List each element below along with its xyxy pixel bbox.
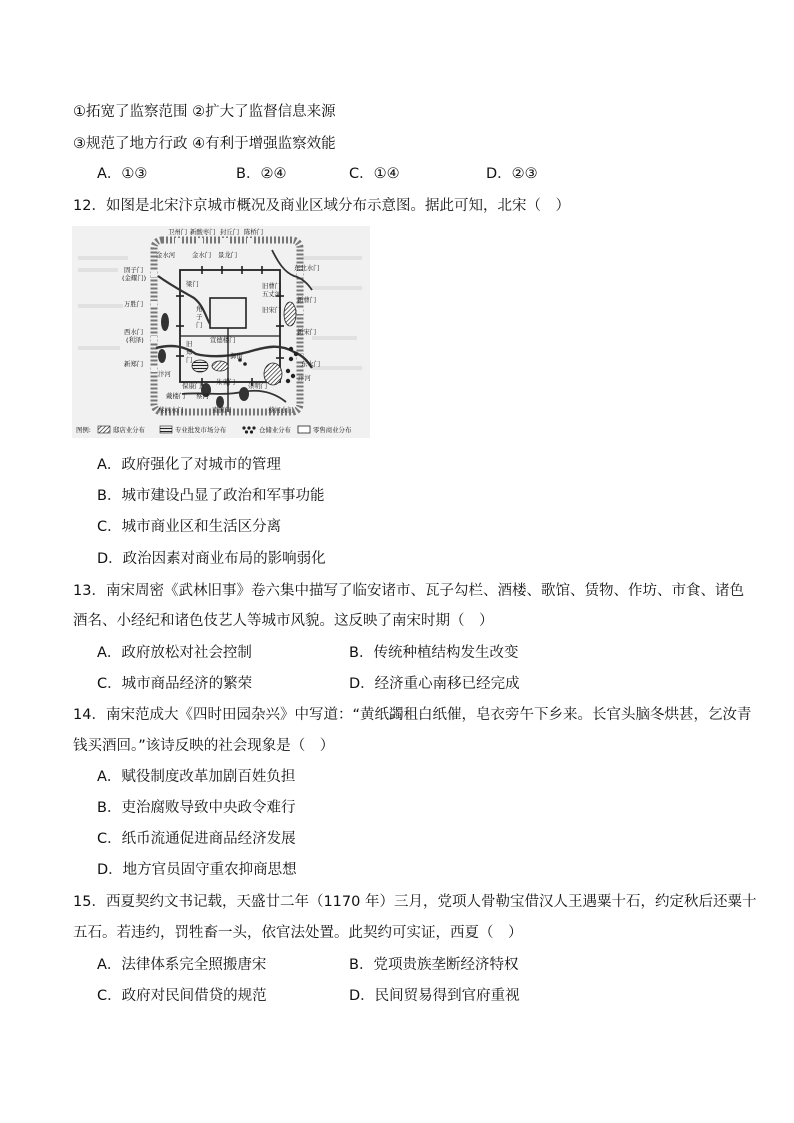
label-jinshui-river: 金水河 <box>156 251 176 259</box>
gate-xinsong: 新宋门 <box>297 328 317 336</box>
gate-liang: 梁门 <box>186 280 199 288</box>
gate-jiao-3: 门 <box>196 321 203 329</box>
q15-option-b: B．党项贵族垄断经济特权 <box>349 957 519 973</box>
legend-storage: 仓储业分布 <box>259 426 291 434</box>
gate-xishui: 西水门 <box>124 328 144 336</box>
label-imperial-street: 御街 <box>230 352 243 360</box>
q15-stem-line1: 15．西夏契约文书记载，天盛廿二年（1170 年）三月，党项人骨勒宝借汉人王遇粟十石，约定秋后还粟十 <box>73 894 757 910</box>
gate-caiheshui-west: 蔡河水门 <box>158 406 184 414</box>
gate-xinzheng: 新郑门 <box>124 360 144 368</box>
gate-jiuzheng-1: 旧 <box>186 340 193 348</box>
wholesale-market <box>192 360 208 372</box>
q15-option-d: D．民间贸易得到官府重视 <box>349 988 520 1004</box>
gate-jiuzheng-3: 门 <box>186 356 193 364</box>
legend-inn: 邸店业分布 <box>113 426 145 434</box>
q14-option-c: C．纸币流通促进商品经济发展 <box>97 831 296 847</box>
q13-stem-line1: 13．南宋周密《武林旧事》卷六集中描写了临安诸市、瓦子勾栏、酒楼、歌馆、赁物、作坊、市食、诸色 <box>73 583 744 599</box>
q13-option-d: D．经济重心南移已经完成 <box>349 676 520 692</box>
gate-jinyao: (金耀门) <box>122 274 147 282</box>
bianjing-map-svg <box>72 226 370 438</box>
gate-xinsuanzao: 新酸枣门 <box>190 228 216 236</box>
legend-title: 图例: <box>76 426 91 434</box>
gate-jinshui: 金水门 <box>192 251 212 259</box>
q14-stem-line2: 钱买酒回。”该诗反映的社会现象是（ ） <box>73 738 335 754</box>
gate-jiucao: 旧曹门 <box>262 282 282 290</box>
q15-option-c: C．政府对民间借贷的规范 <box>97 988 267 1004</box>
gate-dongshui: 东水门 <box>301 360 321 368</box>
gate-jiuzheng-2: 郑 <box>186 348 193 356</box>
q12-stem: 12．如图是北宋汴京城市概况及商业区域分布示意图。据此可知，北宋（ ） <box>73 198 570 214</box>
label-bian-river-west: 汴河 <box>158 370 171 378</box>
gate-jiao-2: 子 <box>196 313 203 321</box>
gate-baokang: 保康门 <box>182 382 202 390</box>
q12-option-d: D．政治因素对商业布局的影响弱化 <box>97 551 326 567</box>
label-cai-river: 蔡河 <box>196 392 209 400</box>
bianjing-city-map <box>72 226 370 438</box>
q13-stem-line2: 酒名、小经纪和诸色伎艺人等城市风貌。这反映了南宋时期（ ） <box>73 613 494 629</box>
q11-statement-line2: ③规范了地方行政 ④有利于增强监察效能 <box>73 136 336 152</box>
q14-stem-line1: 14．南宋范成大《四时田园杂兴》中写道：“黄纸蠲租白纸催，皂衣旁午下乡来。长官头脑冬烘甚，乞汝青 <box>73 707 752 723</box>
q14-option-a: A．赋役制度改革加剧百姓负担 <box>97 769 296 785</box>
gate-zhuque: 朱雀门 <box>216 378 236 386</box>
q15-stem-line2: 五石。若违约，罚牲畜一头，依官法处置。此契约可实证，西夏（ ） <box>73 925 523 941</box>
label-bian-river-east: 汴河 <box>298 374 311 382</box>
legend-retail: 零售商业分布 <box>313 426 352 434</box>
q14-option-b: B．吏治腐败导致中央政令难行 <box>97 800 296 816</box>
gate-wansheng: 万胜门 <box>124 300 144 308</box>
gate-chenqiao: 陈桥门 <box>244 228 264 236</box>
gate-jiusong: 旧宋门 <box>262 306 282 314</box>
gate-xincao: 新曹门 <box>297 296 317 304</box>
gate-jiao-1: 角 <box>196 305 203 313</box>
gate-nanxun: 南薰门 <box>212 406 232 414</box>
gate-guzi: 固子门 <box>124 266 144 274</box>
gate-dailou: 戴楼门 <box>166 392 186 400</box>
gate-chongming: 崇明门 <box>248 382 268 390</box>
gate-fengqiu: 封丘门 <box>220 228 240 236</box>
q12-option-a: A．政府强化了对城市的管理 <box>97 457 281 473</box>
q13-option-b: B．传统种植结构发生改变 <box>349 645 519 661</box>
inn-district-east <box>284 302 296 326</box>
q11-statement-line1: ①拓宽了监察范围 ②扩大了监督信息来源 <box>73 104 336 120</box>
q11-option-d: D．②③ <box>486 166 538 182</box>
q11-option-b: B．②④ <box>236 166 287 182</box>
gate-dongbeishui: 东北水门 <box>294 264 320 272</box>
q12-option-c: C．城市商业区和生活区分离 <box>97 519 282 535</box>
q13-option-c: C．城市商品经济的繁荣 <box>97 676 253 692</box>
q13-option-a: A．政府放松对社会控制 <box>97 645 252 661</box>
label-xuandelou: 宣德楼门 <box>210 336 236 344</box>
label-wuzhang-river: 五丈河 <box>262 290 282 298</box>
q11-option-a: A．①③ <box>97 166 148 182</box>
legend-wholesale: 专业批发市场分布 <box>175 426 227 434</box>
q14-option-d: D．地方官员固守重农抑商思想 <box>97 862 297 878</box>
q12-option-b: B．城市建设凸显了政治和军事功能 <box>97 488 325 504</box>
gate-lize: (利泽) <box>126 336 144 344</box>
gate-weizhou: 卫州门 <box>168 228 188 236</box>
q15-option-a: A．法律体系完全照搬唐宋 <box>97 957 267 973</box>
gate-jinglong: 景龙门 <box>218 251 238 259</box>
q11-option-c: C．①④ <box>349 166 400 182</box>
gate-caiheshui-east: 蔡河水门 <box>268 406 294 414</box>
